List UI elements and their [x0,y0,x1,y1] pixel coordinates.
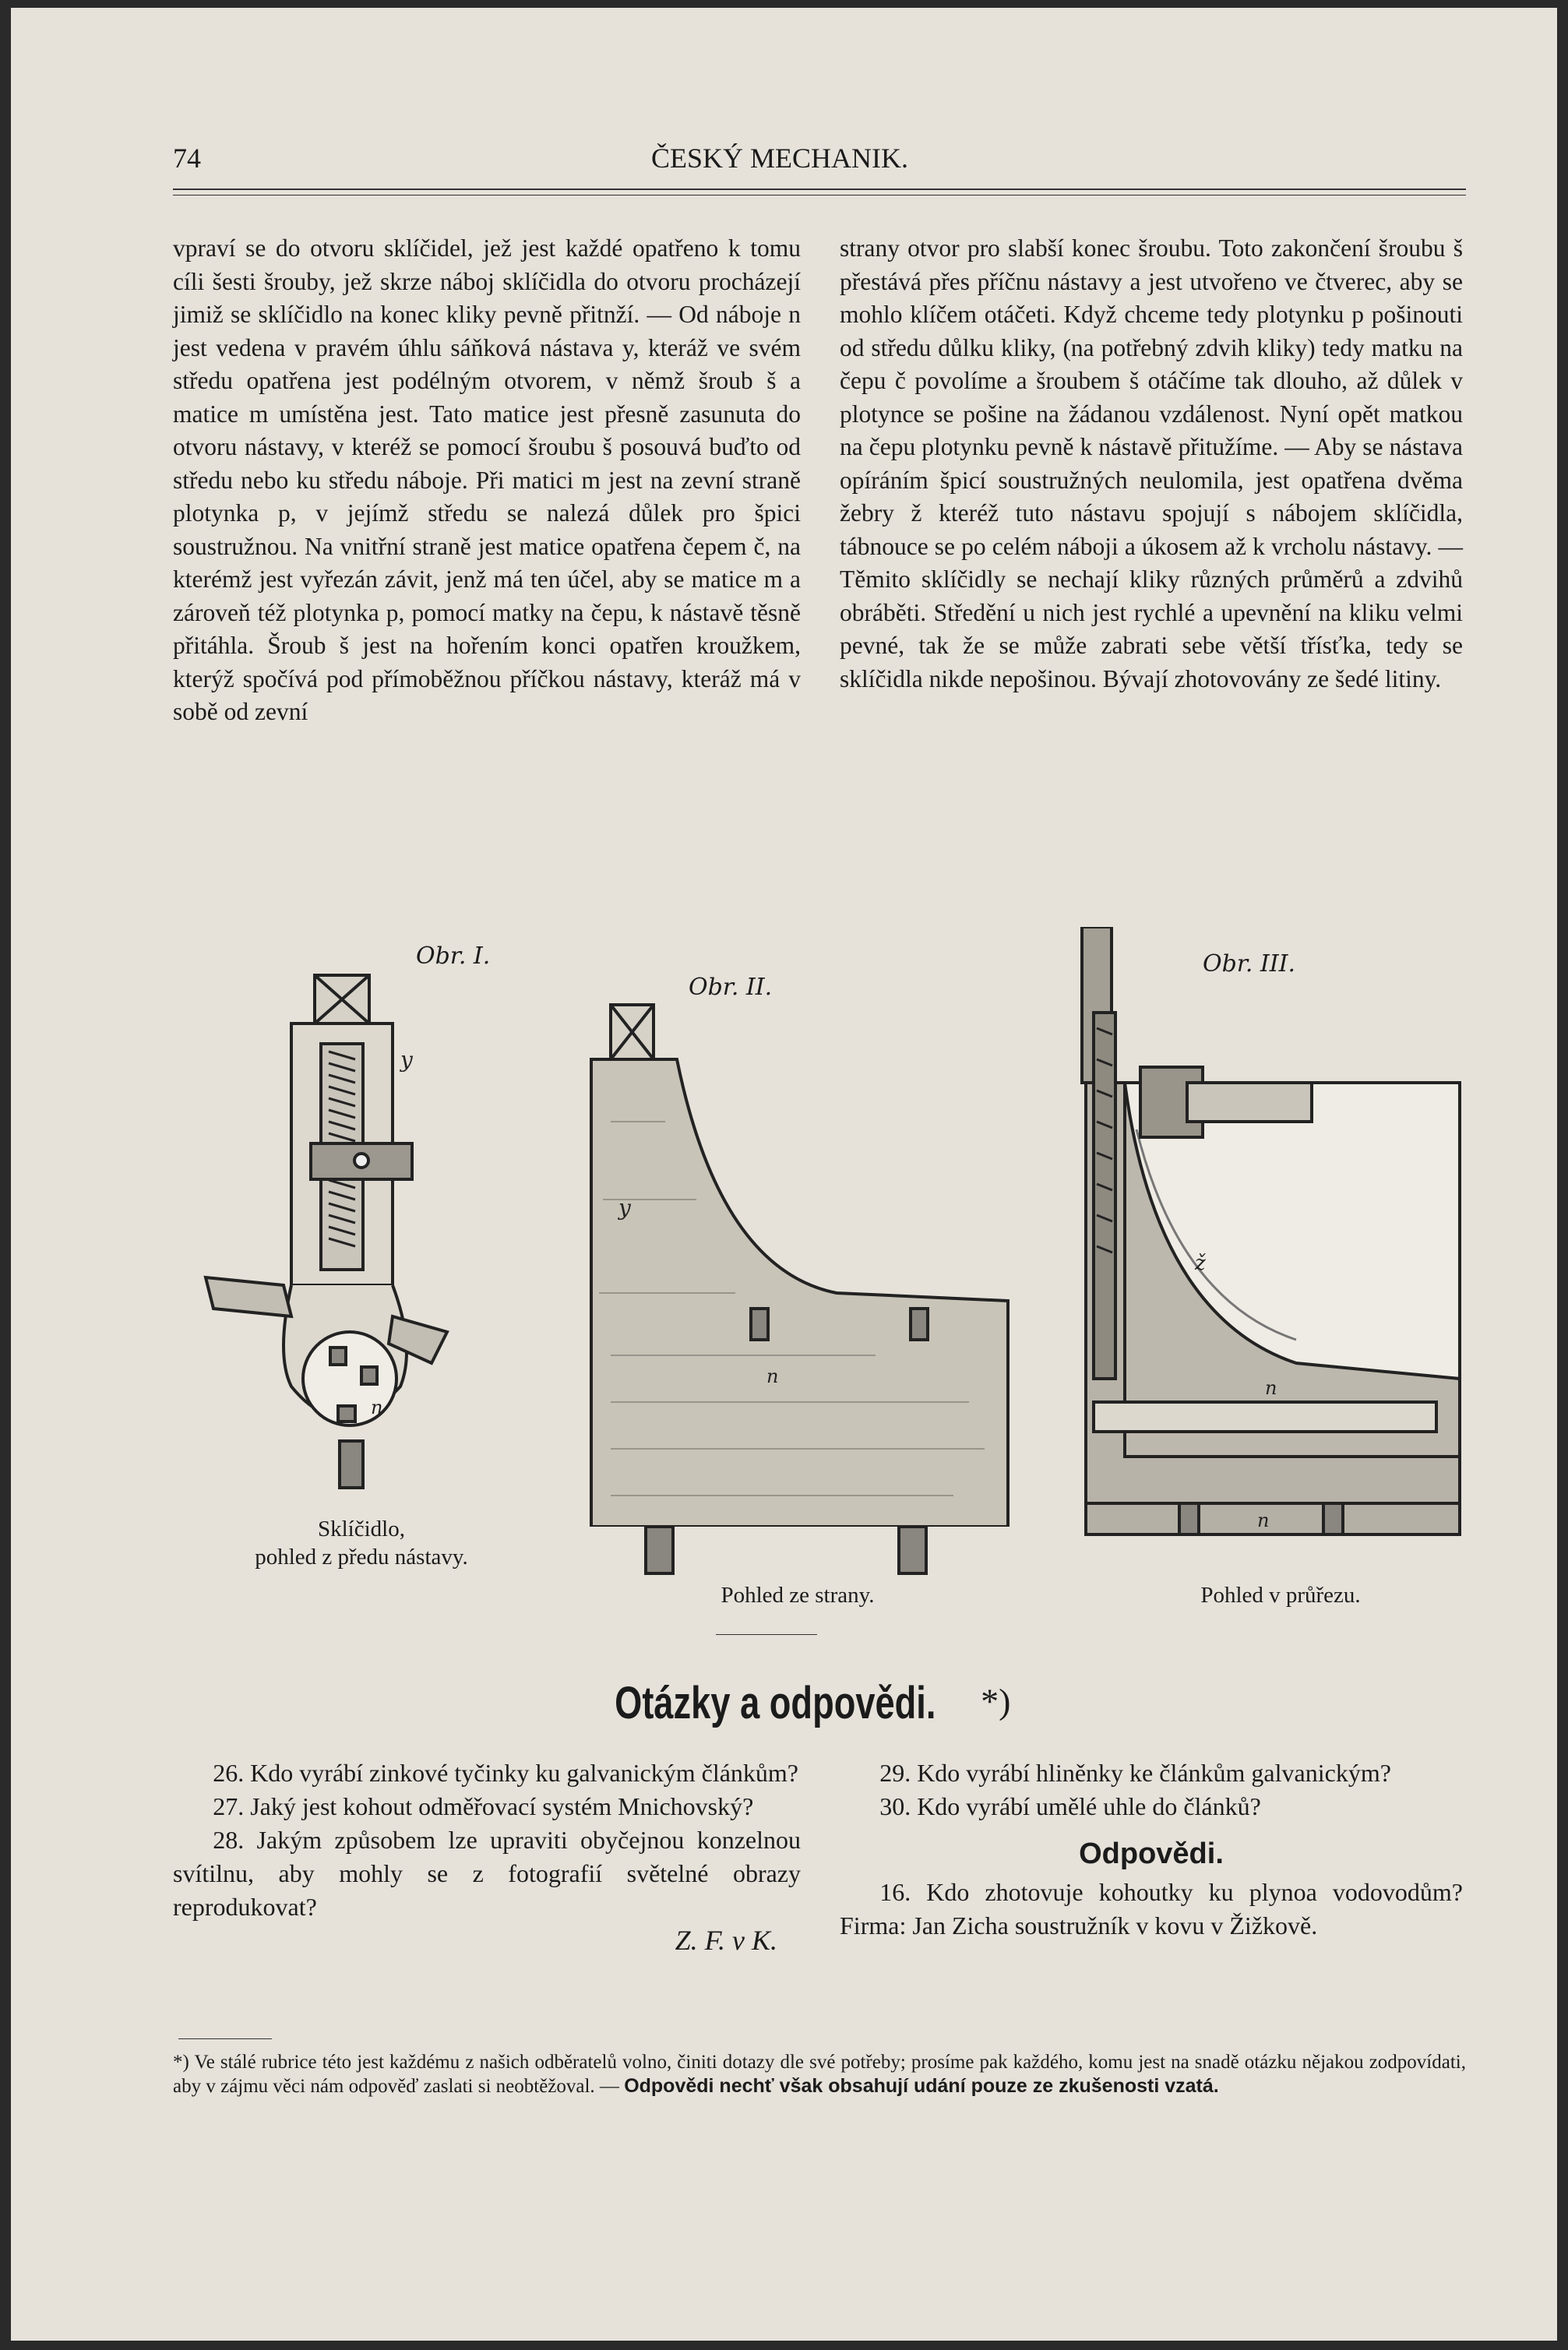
svg-text:n: n [1265,1377,1277,1399]
chuck-side-view-bolts [564,1527,1031,1589]
chuck-section-view-drawing [1062,927,1475,1550]
figure-1-caption [167,1515,556,1571]
svg-text:y: y [400,1047,413,1073]
text-column-right [840,232,1463,696]
section-title-footnote-mark: *) [981,1681,1011,1721]
journal-title: ČESKÝ MECHANIK. [651,143,909,174]
section-title-block [447,1677,1133,1729]
footnote [173,2050,1466,2098]
figure-2-caption: Pohled ze strany. [721,1583,875,1608]
questions-column-left [173,1756,801,1957]
svg-text:n: n [371,1397,383,1418]
footnote-bold-text: Odpovědi nechť však obsahují udání pouze ze zkušenosti vzatá. [624,2075,1219,2097]
paragraph: vpraví se do otvoru sklíčidel, jež jest každé opatřeno k tomu cíli šesti šrouby, jež skrze náboj sklíčidla do otvoru procházejí jimiž se sklíčidlo na konec kliky pevně přitnží. — Od náboje n jest vedena v pravém úhlu sáňková nástava y, kteráž ve svém středu opatřena jest podélným otvorem, v němž šroub š a matice m umístěna jest. Tato matice jest přesně zasunuta do otvoru nástavy, v kteréž se pomocí šroubu š posouvá buďto od středu nebo ku středu náboje. Při matici m jest na zevní straně plotynka p, v jejímž středu se nalezá důlek pro špici soustružnou. Na vnitřní straně jest matice opatřena čepem č, na kterémž jest vyřezán závit, jenž má ten účel, aby se matice m a zároveň též plotynka p, pomocí matky na čepu, k nástavě těsně přitáhla. Šroub š jest na hořením konci opatřen kroužkem, kterýž spočívá pod přímoběžnou příčkou nástavy, kteráž má v sobě od zevní [173,234,801,725]
question-28: 28. Jakým způsobem lze upraviti obyčejnou konzelnou svítilnu, aby mohly se z fotografií světelné obrazy reprodukovat? [173,1826,801,1921]
svg-text:ž: ž [1195,1252,1206,1275]
section-title: Otázky a odpovědi. [614,1678,936,1728]
figure-3 [1062,927,1475,1608]
question-27: 27. Jaký jest kohout odměřovací systém Mnichovský? [213,1792,754,1820]
question-26: 26. Kdo vyrábí zinkové tyčinky ku galvanickým článkům? [213,1759,798,1787]
section-separator [716,1634,817,1635]
figure-2 [564,966,1031,1608]
figure-1-label: Obr. I. [416,942,491,970]
figure-2-label: Obr. II. [689,974,773,1001]
figure-1-caption-line1: Sklíčidlo, [318,1517,405,1541]
chuck-side-view-drawing [564,966,1031,1527]
header-rule-thin [173,195,1466,196]
figure-1-caption-line2: pohled z předu nástavy. [255,1545,468,1570]
figure-3-label: Obr. III. [1203,950,1296,978]
figure-1 [167,942,556,1573]
svg-text:y: y [618,1195,631,1221]
answer-16: 16. Kdo zhotovuje kohoutky ku plynoa vodovodům? Firma: Jan Zicha soustružník v kovu v Žižkově. [840,1878,1463,1940]
question-29: 29. Kdo vyrábí hliněnky ke článkům galvanickým? [879,1759,1391,1787]
page-number: 74 [173,143,201,174]
svg-text:n: n [1257,1510,1270,1531]
answers-heading: Odpovědi. [1079,1837,1224,1870]
page [11,8,1557,2341]
chuck-front-view-drawing [167,942,556,1573]
header-rule [173,188,1466,190]
question-28-signature: Z. F. v K. [675,1925,777,1956]
paragraph: strany otvor pro slabší konec šroubu. Toto zakončení šroubu š přestává přes příčnu nástavy a jest utvořeno ve čtverec, aby se mohlo klíčem otáčeti. Když chceme tedy plotynku p pošinouti od středu důlku kliky, (na potřebný zdvih kliky) tedy matku na čepu č povolíme a šroubem š otáčíme tak dlouho, až důlek v plotynce se pošine na žádanou vzdálenost. Nyní opět matkou na čepu plotynku pevně k nástavě přitužíme. — Aby se nástava opíráním špicí soustružných neulomila, jest opatřena dvěma žebry ž kteréž tuto nástavu spojují s nábojem sklíčidla, tábnouce se po celém náboji a úkosem až k vrcholu nástavy. — Těmito sklíčidly se nechají kliky různých průměrů a zdvihů obráběti. Středění u nich jest rychlé a upevnění na kliku velmi pevné, tak že se může zabrati sebe větší třísťka, tedy se sklíčidla nikde nepošinou. Bývají zhotovovány ze šedé litiny. [840,234,1463,692]
questions-column-right [840,1756,1463,1943]
footnote-text: *) Ve stálé rubrice této jest každému z našich odběratelů volno, činiti dotazy dle své potřeby; prosíme pak každého, komu jest na snadě otázku nějakou zodpovídati, aby v zájmu věci nám odpověď zaslati si neobtěžoval. — [173,2052,1466,2097]
question-30: 30. Kdo vyrábí umělé uhle do článků? [879,1792,1261,1820]
figure-3-caption: Pohled v průřezu. [1200,1583,1361,1608]
svg-text:n: n [766,1365,779,1387]
footnote-rule [178,2038,272,2039]
text-column-left [173,232,801,729]
